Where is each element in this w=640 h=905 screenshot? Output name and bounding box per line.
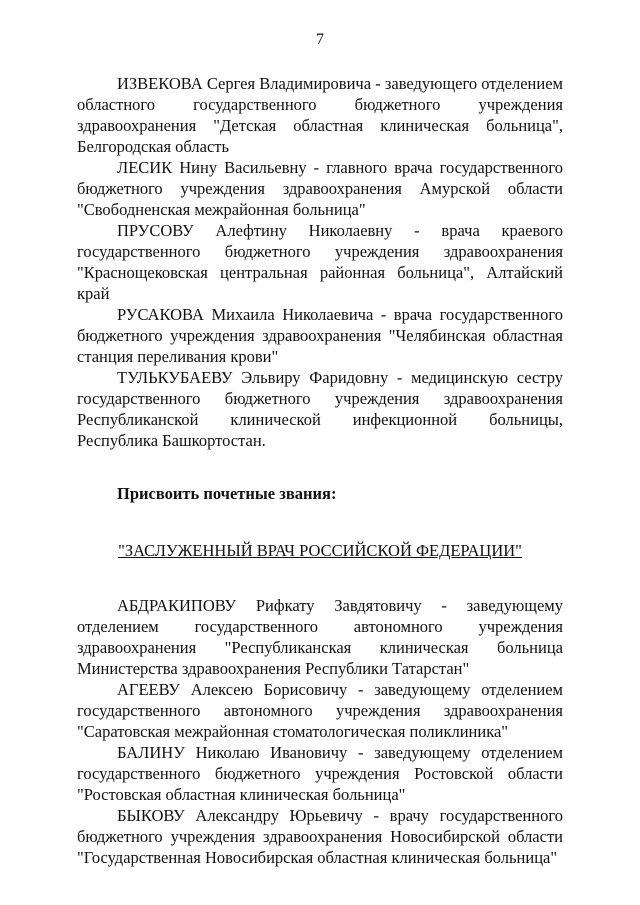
award-entry: ТУЛЬКУБАЕВУ Эльвиру Фаридовну - медицинскую сестру государственного бюджетного учреждения здравоохранения Республиканской клинической инфекционной больницы, Республика Башкортостан.: [77, 368, 563, 450]
award-list-top: [77, 73, 563, 451]
award-entry: АГЕЕВУ Алексею Борисовичу - заведующему отделением государственного автономного учреждения здравоохранения "Саратовская межрайонная стоматологическая поликлиника": [77, 680, 563, 741]
award-entry: БЫКОВУ Александру Юрьевичу - врачу государственного бюджетного учреждения здравоохранения Новосибирской области "Государственная Новосибирская областная клиническая больница": [77, 806, 563, 867]
award-entry: РУСАКОВА Михаила Николаевича - врача государственного бюджетного учреждения здравоохранения "Челябинская областная станция переливания крови": [77, 305, 563, 366]
honorary-title: [77, 540, 563, 561]
document-body: [77, 73, 563, 868]
award-entry: ПРУСОВУ Алефтину Николаевну - врача краевого государственного бюджетного учреждения здравоохранения "Краснощековская центральная районная больница", Алтайский край: [77, 221, 563, 303]
award-entry: БАЛИНУ Николаю Ивановичу - заведующему отделением государственного бюджетного учреждения Ростовской области "Ростовская областная клиническая больница": [77, 743, 563, 804]
award-list-bottom: [77, 595, 563, 868]
honorary-title-text: "ЗАСЛУЖЕННЫЙ ВРАЧ РОССИЙСКОЙ ФЕДЕРАЦИИ": [118, 541, 522, 560]
award-entry: АБДРАКИПОВУ Рифкату Завдятовичу - заведующему отделением государственного автономного учреждения здравоохранения "Республиканская клиническая больница Министерства здравоохранения Республики Татарстан": [77, 596, 563, 678]
award-entry: ЛЕСИК Нину Васильевну - главного врача государственного бюджетного учреждения здравоохранения Амурской области "Свободненская межрайонная больница": [77, 158, 563, 219]
page-number: 7: [316, 31, 324, 48]
award-entry: ИЗВЕКОВА Сергея Владимировича - заведующего отделением областного государственного бюджетного учреждения здравоохранения "Детская областная клиническая больница", Белгородская область: [77, 74, 563, 156]
section-heading: Присвоить почетные звания:: [117, 484, 337, 503]
